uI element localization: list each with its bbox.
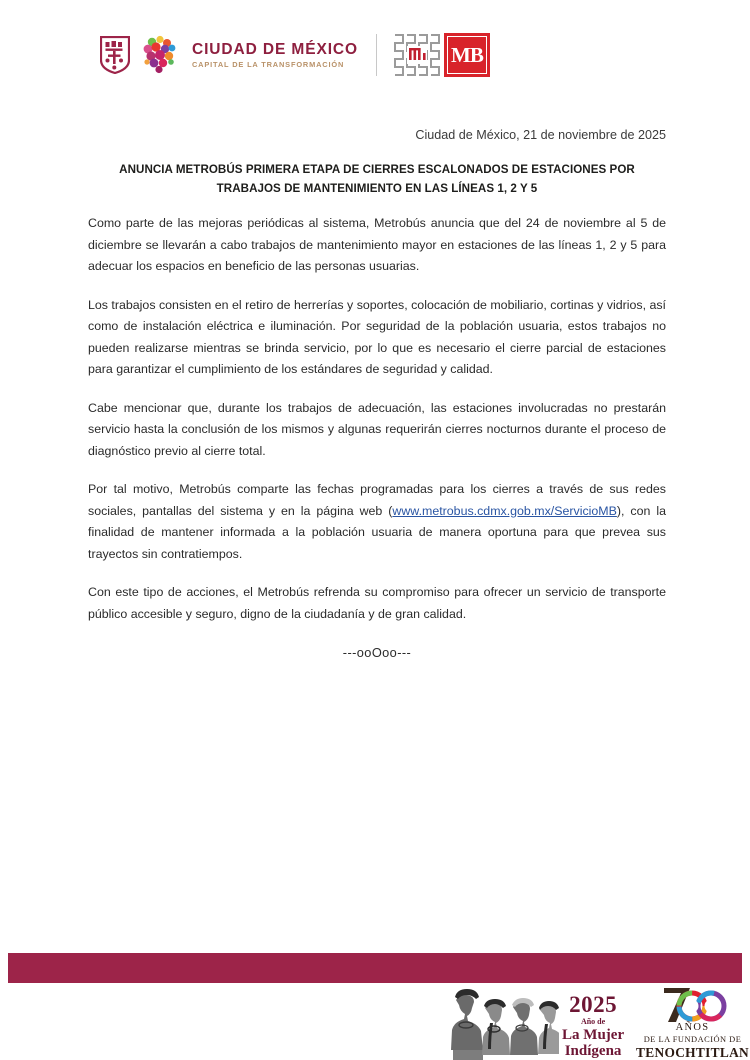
metrobus-servicio-link[interactable]: www.metrobus.cdmx.gob.mx/ServicioMB (392, 503, 617, 518)
metrobus-mark-letters: MB (451, 42, 483, 67)
cdmx-title: CIUDAD DE MÉXICO (192, 41, 358, 59)
page-title-line-2: TRABAJOS DE MANTENIMIENTO EN LAS LÍNEAS 1, 2 Y 5 (216, 182, 538, 195)
paragraph-4-suffix: ), con la finalidad de mantener informada a la población usuaria de manera oportuna para que prevea sus trayectos sin contratiempos. (88, 503, 667, 561)
badge-700-line-2: TENOCHTITLAN (636, 1045, 750, 1060)
page-title-line-1: ANUNCIA METROBÚS PRIMERA ETAPA DE CIERRES ESCALONADOS DE ESTACIONES POR (119, 163, 635, 176)
header-logo-group (100, 30, 490, 80)
paragraph-2: Los trabajos consisten en el retiro de herrerías y soportes, colocación de mobiliario, cortinas y vidrios, así como de instalación eléctrica e iluminación. Por seguridad de la población usuaria, estos trabajos no pueden realizarse mientras se brinda servicio, por lo que es necesario el cierre parcial de estaciones para garantizar el cumplimiento de los estándares de seguridad y calidad. (88, 297, 666, 376)
header-divider (376, 34, 377, 76)
metrobus-logo (393, 33, 490, 77)
cdmx-coat-of-arms-icon (100, 36, 130, 74)
badge-2025-line-3: Indígena (564, 1043, 622, 1059)
cdmx-floral-heart-emblem-icon (140, 34, 180, 76)
cdmx-subtitle: CAPITAL DE LA TRANSFORMACIÓN (192, 59, 345, 69)
footer-badges (450, 983, 750, 1060)
paragraph-3: Cabe mencionar que, durante los trabajos de adecuación, las estaciones involucradas no prestarán servicio hasta la conclusión de los mismos y algunas requerirán cierres nocturnos durante el proceso de diagnóstico previo al cierre total. (88, 400, 666, 458)
document-header (0, 0, 750, 100)
badge-2025-line-1: Año de (580, 1017, 606, 1026)
paragraph-5: Con este tipo de acciones, el Metrobús refrenda su compromiso para ofrecer un servicio de transporte público accesible y seguro, digno de la ciudadanía y de gran calidad. (88, 585, 666, 621)
metrobus-greca-pattern-icon (393, 33, 441, 77)
closing-mark: ---ooOoo--- (342, 645, 412, 660)
paragraph-1: Como parte de las mejoras periódicas al sistema, Metrobús anuncia que del 24 de noviembre al 5 de diciembre se llevarán a cabo trabajos de mantenimiento mayor en estaciones de las líneas 1, 2 y 5 para adecuar los espacios en beneficio de las personas usuarias. (88, 216, 666, 273)
indigenous-women-illustration (450, 988, 559, 1060)
badge-2025-year: 2025 (569, 992, 618, 1017)
page-title (102, 160, 652, 198)
body-text (88, 213, 666, 660)
badge-700-anios: AÑOS (675, 1022, 710, 1033)
badge-700-line-1: DE LA FUNDACIÓN DE (643, 1035, 742, 1044)
badge-700-tenochtitlan (635, 988, 750, 1060)
badge-2025-line-2: La Mujer (562, 1027, 625, 1043)
paragraph-4 (88, 479, 666, 565)
cdmx-wordmark (192, 42, 358, 68)
badge-2025-mujer-indigena (557, 990, 629, 1060)
badge-700-number-graphic (650, 984, 736, 1024)
dateline: Ciudad de México, 21 de noviembre de 2025 (415, 128, 666, 142)
metrobus-mark (444, 33, 490, 77)
paragraph-4-prefix: Por tal motivo, Metrobús comparte las fechas programadas para los cierres a través de sus redes sociales, pantallas del sistema y en la página web ( (88, 482, 666, 518)
footer-color-bar (8, 953, 742, 983)
